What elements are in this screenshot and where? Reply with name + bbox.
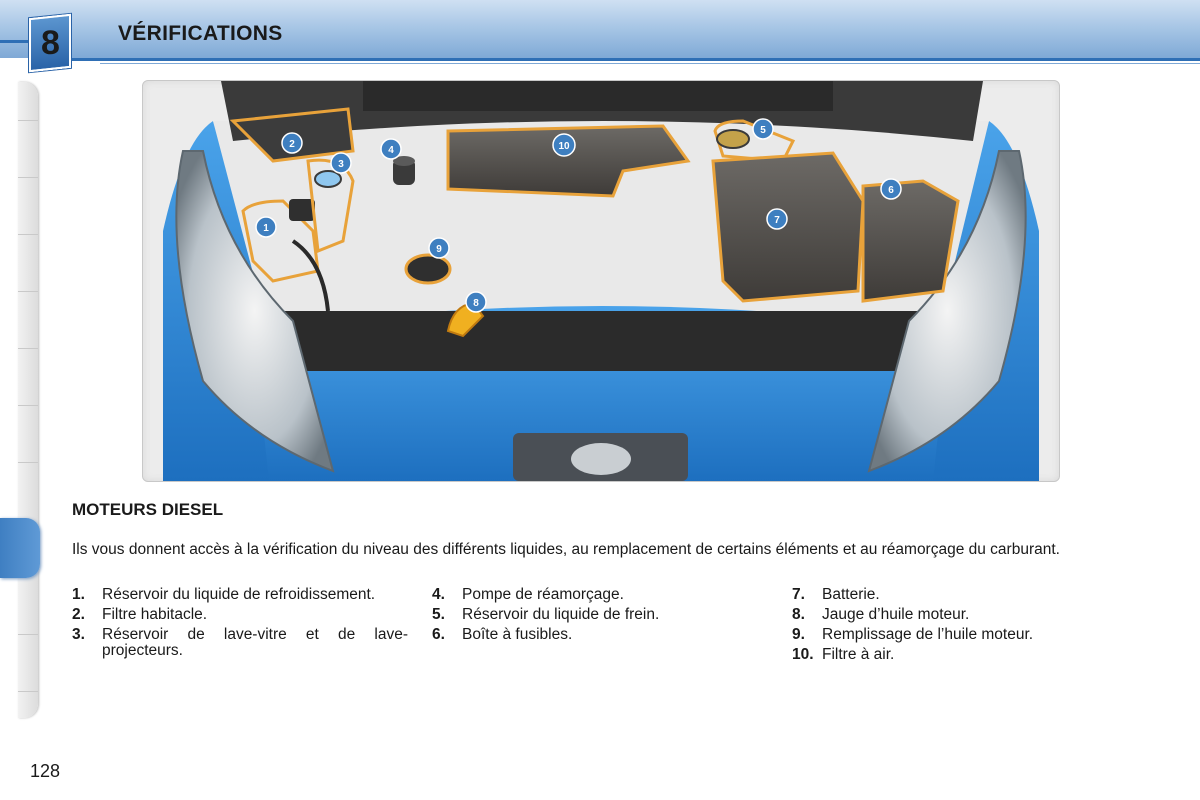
legend-item [72,607,408,623]
legend-item-text: Réservoir du liquide de refroidissement. [102,586,376,603]
side-tab-active [0,518,40,578]
callout-8 [466,292,486,312]
svg-text:4: 4 [388,145,394,156]
legend-item-number: 1. [72,586,85,603]
callout-4 [381,139,401,159]
chapter-side-tabs [0,82,42,718]
legend-item-text: Réservoir de lave-vitre et de lave-projecteurs. [102,626,408,659]
legend-item-number: 9. [792,626,805,643]
legend-item-number: 8. [792,606,805,623]
svg-text:8: 8 [473,298,479,309]
legend-item [432,607,768,623]
page-number: 128 [30,761,61,781]
side-tab-divider [18,691,38,692]
battery [713,153,863,301]
legend-item [72,627,408,659]
side-tab-divider [18,291,38,292]
hood-insulation [363,81,833,111]
svg-text:1: 1 [263,223,269,234]
legend-item-text: Boîte à fusibles. [462,626,573,643]
side-tab-divider [18,177,38,178]
legend-item [72,587,408,603]
legend-column-3 [792,587,1128,667]
legend-item [792,647,1128,663]
legend-item [792,627,1128,643]
engine-bay-illustration [143,81,1059,481]
svg-text:9: 9 [436,244,442,255]
front-crossmember [273,311,933,371]
callout-3 [331,153,351,173]
legend-item [792,587,1128,603]
svg-text:7: 7 [774,215,780,226]
section-title: MOTEURS DIESEL [72,500,224,519]
callout-9 [429,238,449,258]
header-rule [60,58,1200,61]
svg-text:3: 3 [338,159,344,170]
section-intro: Ils vous donnent accès à la vérification du niveau des différents liquides, au remplacement de certains éléments et au réamorçage du carburant. [72,541,1060,558]
legend-item-number: 2. [72,606,85,623]
legend-item-number: 10. [792,646,814,663]
callout-6 [881,179,901,199]
legend-item-text: Batterie. [822,586,880,603]
legend-item-number: 7. [792,586,805,603]
legend-item [432,627,768,643]
brake-fluid-cap [717,130,749,148]
side-tab-divider [18,120,38,121]
legend-column-1 [72,587,408,663]
callout-7 [767,209,787,229]
svg-text:5: 5 [760,125,766,136]
chapter-number: 8 [40,23,60,62]
callout-10 [553,134,575,156]
legend-item-number: 3. [72,626,85,643]
legend-column-2 [432,587,768,647]
side-tab-divider [18,234,38,235]
side-tab-divider [18,634,38,635]
chapter-title: VÉRIFICATIONS [118,22,283,45]
svg-text:10: 10 [558,141,570,152]
legend-item-number: 5. [432,606,445,623]
callout-1 [256,217,276,237]
callout-2 [282,133,302,153]
header-rule-thin [100,63,1200,64]
fuse-box [863,181,958,301]
chapter-badge [29,14,71,72]
legend-item-text: Filtre habitacle. [102,606,208,623]
legend-item [432,587,768,603]
side-tab-divider [18,405,38,406]
legend-item [792,607,1128,623]
brand-emblem [571,443,631,475]
legend-item-text: Jauge d’huile moteur. [822,606,970,623]
legend-item-text: Filtre à air. [822,646,895,663]
legend-item-text: Réservoir du liquide de frein. [462,606,660,623]
legend-item-text: Pompe de réamorçage. [462,586,624,603]
side-tab-divider [18,462,38,463]
oil-filler-cap [406,255,450,283]
engine-bay-figure [142,80,1060,482]
washer-cap [315,171,341,187]
legend-item-number: 6. [432,626,445,643]
callout-5 [753,119,773,139]
page-header [0,0,1200,70]
side-tab-divider [18,348,38,349]
legend-item-number: 4. [432,586,445,603]
svg-text:2: 2 [289,139,295,150]
svg-text:6: 6 [888,185,894,196]
legend-item-text: Remplissage de l’huile moteur. [822,626,1034,643]
